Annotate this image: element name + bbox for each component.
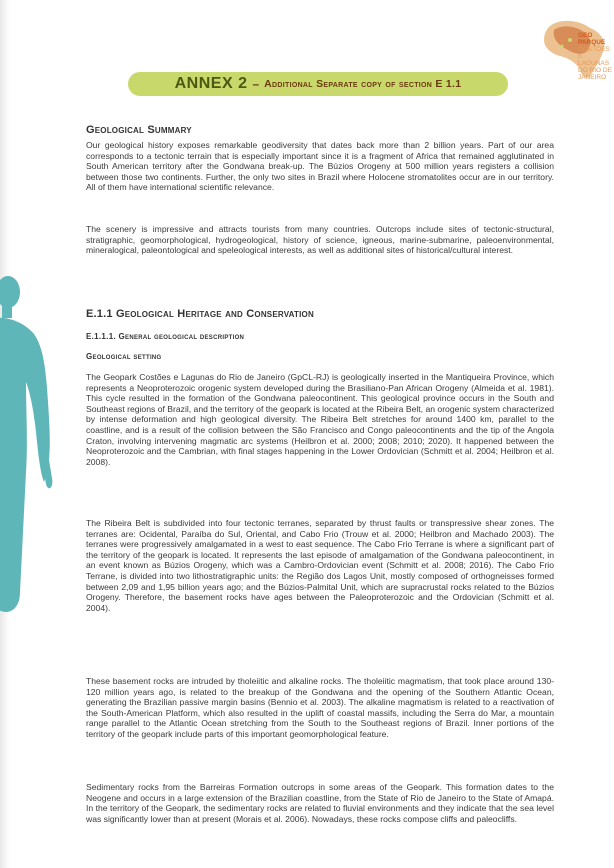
annex-banner [128, 72, 508, 96]
section-heading: E.1.1 Geological Heritage and Conservation [86, 308, 314, 320]
setting-paragraph-3: These basement rocks are intruded by tholeiitic and alkaline rocks. The tholeiitic magmatism, that took place around 130-120 million years ago, is related to the breakup of the Gondwana and the opening of the Southern Atlantic Ocean, generating the Brazilian passive margin basins (Bennio et al. 2003). The alkaline magmatism is related to a reactivation of the South-American Platform, which also resulted in the uplift of coastal massifs, including the Serra do Mar, a mountain range parallel to the Atlantic Ocean stretching from the South to the Southeast regions of Brazil. Inner portions of the territory of the geopark include parts of this important geomorphological feature. [86, 676, 554, 739]
summary-heading: Geological Summary [86, 124, 192, 136]
logo-line: GEO [578, 32, 593, 39]
logo-line: E LAGUNAS [578, 53, 610, 67]
geopark-logo-text [578, 32, 614, 81]
summary-paragraph-1: Our geological history exposes remarkable geodiversity that dates back more than 2 billion years. Part of our area corresponds to a tectonic terrain that is especially important since it is a fragment of Africa that remained agglutinated in South American territory after the Gondwana break-up. The Búzios Orogeny at 500 million years registers a collision between those two continents. Further, the only two sites in Brazil where Holocene stromatolites occur are in our territory. All of them have international scientific relevance. [86, 140, 554, 193]
subsection-heading: E.1.1.1. General geological description [86, 332, 245, 341]
logo-line: JANEIRO [578, 74, 607, 81]
logo-line: PARQUE [578, 39, 606, 46]
setting-heading: Geological setting [86, 352, 162, 361]
summary-paragraph-2: The scenery is impressive and attracts tourists from many countries. Outcrops include sites of tectonic-structural, stratigraphic, geomorphological, hydrogeological, history of science, igneous, marine-submarine, paleoenvironmental, mineralogical, paleontological and speleological interests, as well as additional sites of historical/cultural interest. [86, 224, 554, 256]
setting-paragraph-4: Sedimentary rocks from the Barreiras Formation outcrops in some areas of the Geopark. This formation dates to the Neogene and occurs in a large extension of the Brazilian coastline, from the State of Rio de Janeiro to the State of Amapá. In the territory of the Geopark, the sedimentary rocks are related to fluvial environments and they indicate that the sea level was significantly lower than at present (Morais et al. 2006). Nowadays, these rocks compose cliffs and paleocliffs. [86, 782, 554, 824]
human-silhouette-icon [0, 272, 60, 622]
logo-line: DO RIO DE [578, 67, 612, 74]
annex-subtitle: Additional Separate copy of section E 1.1 [264, 78, 462, 90]
annex-title: ANNEX 2 [174, 75, 248, 92]
annex-dash: – [252, 77, 260, 91]
setting-paragraph-2: The Ribeira Belt is subdivided into four tectonic terranes, separated by thrust faults or transpressive shear zones. The terranes are: Ocidental, Paraíba do Sul, Oriental, and Cabo Frio (Trouw et al. 2000; Heilbron and Machado 2003). The terranes were progressively amalgamated in a west to east sequence. The Cabo Frio Terrane is where a significant part of the territory of the geopark is located. It represents the last episode of amalgamation of the Gondwana paleocontinent, in an event known as Búzios Orogeny, which was a Cambro-Ordovician event (Schmitt et al. 2008; 2016). The Cabo Frio Terrane, is divided into two lithostratigraphic units: the Região dos Lagos Unit, mostly composed of orthogneisses formed between 2,09 and 1,95 billion years ago; and the Búzios-Palmital Unit, which are supracrustal rocks related to the Búzios Orogeny. Therefore, the basement rocks have ages between the Paleoproterozoic and the Ordovician (Schmitt et al. 2004). [86, 518, 554, 613]
setting-paragraph-1: The Geopark Costões e Lagunas do Rio de Janeiro (GpCL-RJ) is geologically inserted in the Mantiqueira Province, which represents a Neoproterozoic orogenic system developed during the Brasiliano-Pan African Orogeny (Almeida et al. 1981). This cycle resulted in the formation of the Gondwana paleocontinent. This geological province occurs in the South and Southeast regions of Brazil, and the territory of the geopark is located at the Ribeira Belt, an orogenic system characterized by intense deformation and high geological diversity. The Ribeira Belt stretches for around 1400 km, parallel to the coastline, and is a result of the collision between the São Francisco and Congo paleocontinents and the tip of the Angola Craton, involving intervening magmatic arc systems (Heilbron et al. 2000; 2008; 2010; 2020). It happened between the Neoproterozoic and the Cambrian, with final stages happening in the Lower Ordovician (Schmitt et al. 2004; Heilbron et al. 2008). [86, 372, 554, 467]
logo-line: COSTÕES [578, 46, 610, 53]
